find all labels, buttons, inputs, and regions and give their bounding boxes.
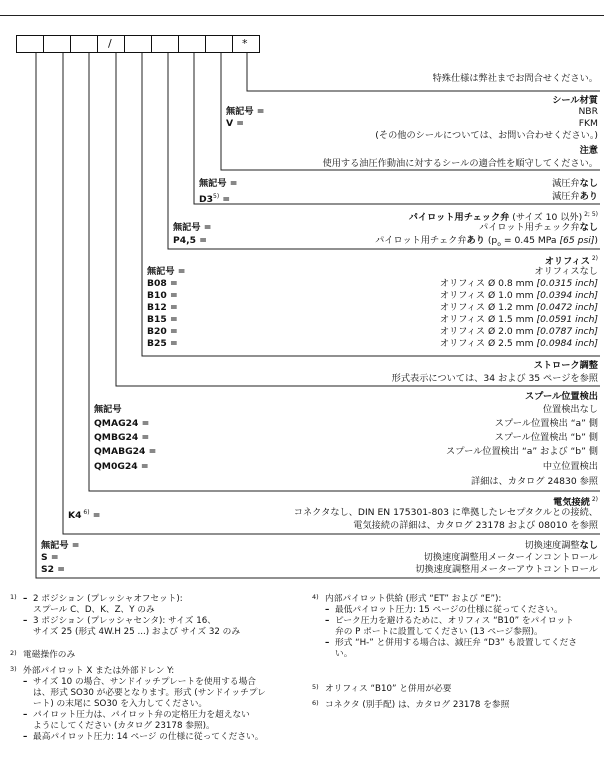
switching-text-1: 切換速度調整用メーターインコントロール	[423, 552, 598, 563]
reducer-code-1: $D3^{5)}$ =	[199, 193, 231, 206]
seal-code-1: V =	[226, 118, 245, 129]
footnote-line: は、形式 SO30 が必要となります。形式 (サンドイッチプレ	[33, 688, 266, 698]
footnote-line: – 形式 “H-” と併用する場合は、減圧弁 “D3” も設置してくださ	[325, 638, 602, 649]
seal-text-0: NBR	[578, 106, 598, 117]
spool-code-0: 無記号	[94, 404, 122, 415]
orifice-code-2: B10 =	[147, 290, 178, 301]
orifice-text-3: オリフィス Ø 1.2 mm [0.0472 inch]	[439, 302, 598, 313]
footnote-line: サイズ 25 (形式 4W.H 25 ...) および サイズ 32 のみ	[33, 627, 241, 637]
reducer-text-0: 減圧弁なし	[552, 178, 598, 189]
pilot-check-code-1: P4,5 =	[173, 235, 207, 246]
footnote-1: 1) – 2 ポジション (プレッシャオフセット): スプール C、D、K、Z、Y のみ – 3 ポジション (プレッシャセンタ): サイズ 16、 サイズ 25 (形式 4W.H 25 ...) および サイズ 32 のみ	[10, 594, 300, 638]
spool-code-3: QMABG24 =	[94, 446, 157, 457]
orifice-code-3: B12 =	[147, 302, 178, 313]
orifice-text-0: オリフィスなし	[534, 266, 598, 277]
orifice-code-1: B08 =	[147, 278, 178, 289]
spool-text-4: 中立位置検出	[542, 461, 598, 472]
spool-code-4: QM0G24 =	[94, 461, 149, 472]
seal-caution-title: 注意	[579, 145, 598, 156]
code-cell-star: *	[242, 37, 248, 50]
stroke-title: ストローク調整	[533, 360, 598, 371]
footnote-line: 弁の P ポートに設置してください (13 ページ参照)。	[335, 627, 543, 637]
footnote-line: 内部パイロット供給 (形式 “ET” および “E”):	[325, 594, 502, 604]
footnote-line: コネクタ (別手配) は、カタログ 23178 を参照	[325, 700, 510, 710]
spool-code-1: QMAG24 =	[94, 418, 150, 429]
footnote-line: – サイズ 10 の場合、サンドイッチプレートを使用する場合	[23, 677, 300, 688]
footnote-4: 4) 内部パイロット供給 (形式 “ET” および “E”): – 最低パイロット圧力: 15 ページの仕様に従ってください。 – ピーク圧力を避けるために、オリフィス “B10” をパイロット 弁の P ポートに設置してください (13 ページ参照)。 – 形式 “H-” と併用する場合は、減圧弁 “D3” も設置してくださ い。	[312, 594, 602, 660]
footnote-line: – ピーク圧力を避けるために、オリフィス “B10” をパイロット	[325, 616, 602, 627]
orifice-text-1: オリフィス Ø 0.8 mm [0.0315 inch]	[439, 278, 598, 289]
reducer-code-0: 無記号 =	[199, 178, 238, 189]
spool-text-1: スプール位置検出 “a” 側	[494, 418, 598, 429]
footnote-6: 6) コネクタ (別手配) は、カタログ 23178 を参照	[312, 700, 602, 711]
seal-title: シール材質	[552, 95, 598, 106]
orifice-text-2: オリフィス Ø 1.0 mm [0.0394 inch]	[439, 290, 598, 301]
seal-code-0: 無記号 =	[226, 106, 265, 117]
seal-caution: 使用する油圧作動油に対するシールの適合性を順守してください。	[322, 158, 598, 169]
electrical-title: 電気接続 $^{2)}$	[553, 496, 598, 509]
switching-code-0: 無記号 =	[41, 540, 80, 551]
footnote-line: ート) の末尾に SO30 を入力してください。	[33, 699, 208, 709]
spool-detail: 詳細は、カタログ 24830 参照	[471, 476, 598, 487]
footnote-line: – 最高パイロット圧力: 14 ページ の仕様に従ってください。	[23, 732, 300, 743]
orifice-code-6: B25 =	[147, 338, 178, 349]
switching-text-0: 切換速度調整なし	[524, 540, 598, 551]
footnote-line: – 2 ポジション (プレッシャオフセット):	[23, 594, 300, 605]
footnote-2: 2) 電磁操作のみ	[10, 650, 300, 661]
pilot-check-text-0: パイロット用チェック弁なし	[479, 222, 598, 233]
switching-code-1: S =	[41, 552, 59, 563]
footnote-line: 電磁操作のみ	[23, 650, 76, 660]
orifice-text-4: オリフィス Ø 1.5 mm [0.0591 inch]	[439, 314, 598, 325]
footnote-line: – 3 ポジション (プレッシャセンタ): サイズ 16、	[23, 616, 300, 627]
footnote-3: 3) 外部パイロット X または外部ドレン Y: – サイズ 10 の場合、サンドイッチプレートを使用する場合 は、形式 SO30 が必要となります。形式 (サンドイッチプレ ート) の末尾に SO30 を入力してください。 – パイロット圧力は、パイロット弁の定格圧力を超えない ようにしてください (カタログ 23178 参照)。 – 最高パイロット圧力: 14 ページ の仕様に従ってください。	[10, 666, 300, 743]
pilot-check-title: パイロット用チェック弁 (サイズ 10 以外) $^{2; 5)}$	[408, 211, 598, 224]
pilot-check-code-0: 無記号 =	[173, 222, 212, 233]
pilot-check-text-1: パイロット用チェク弁あり ($p_o = 0.45$ MPa [65 psi])	[375, 235, 598, 248]
footnote-line: ようにしてください (カタログ 23178 参照)。	[33, 721, 215, 731]
electrical-line2: 電気接続の詳細は、カタログ 23178 および 08010 を参照	[353, 520, 598, 531]
electrical-code: K4 $^{6)}$ =	[68, 509, 101, 522]
spool-code-2: QMBG24 =	[94, 432, 150, 443]
footnote-line: い。	[335, 649, 353, 659]
orifice-text-6: オリフィス Ø 2.5 mm [0.0984 inch]	[439, 338, 598, 349]
electrical-line1: コネクタなし、DIN EN 175301-803 に準拠したレセプタクルとの接続、	[293, 507, 598, 518]
switching-text-2: 切換速度調整用メーターアウトコントロール	[415, 564, 598, 575]
seal-text-1: FKM	[578, 118, 598, 129]
spool-text-2: スプール位置検出 “b” 側	[494, 432, 598, 443]
orifice-text-5: オリフィス Ø 2.0 mm [0.0787 inch]	[439, 326, 598, 337]
footnote-line: 外部パイロット X または外部ドレン Y:	[23, 666, 175, 676]
spool-text-3: スプール位置検出 “a” および “b” 側	[446, 446, 598, 457]
footnote-line: – 最低パイロット圧力: 15 ページの仕様に従ってください。	[325, 605, 602, 616]
orifice-title: オリフィス $^{2)}$	[544, 255, 598, 268]
spool-text-0: 位置検出なし	[542, 404, 598, 415]
seal-note: (その他のシールについては、お問い合わせください。)	[375, 130, 598, 141]
code-cell-slash: /	[98, 36, 125, 52]
orifice-code-4: B15 =	[147, 314, 178, 325]
special-text: 特殊仕様は弊社までお問合せください。	[432, 73, 598, 84]
footnote-5: 5) オリフィス “B10” と併用が必要	[312, 684, 602, 695]
reducer-text-1: 減圧弁あり	[552, 191, 598, 202]
switching-code-2: S2 =	[41, 564, 65, 575]
footnote-line: スプール C、D、K、Z、Y のみ	[33, 605, 155, 615]
footnote-line: オリフィス “B10” と併用が必要	[325, 684, 452, 694]
orifice-code-5: B20 =	[147, 326, 178, 337]
footnote-line: – パイロット圧力は、パイロット弁の定格圧力を超えない	[23, 710, 300, 721]
orifice-code-0: 無記号 =	[147, 266, 186, 277]
stroke-text: 形式表示については、34 および 35 ページを参照	[391, 373, 598, 384]
spool-title: スプール位置検出	[524, 391, 598, 402]
